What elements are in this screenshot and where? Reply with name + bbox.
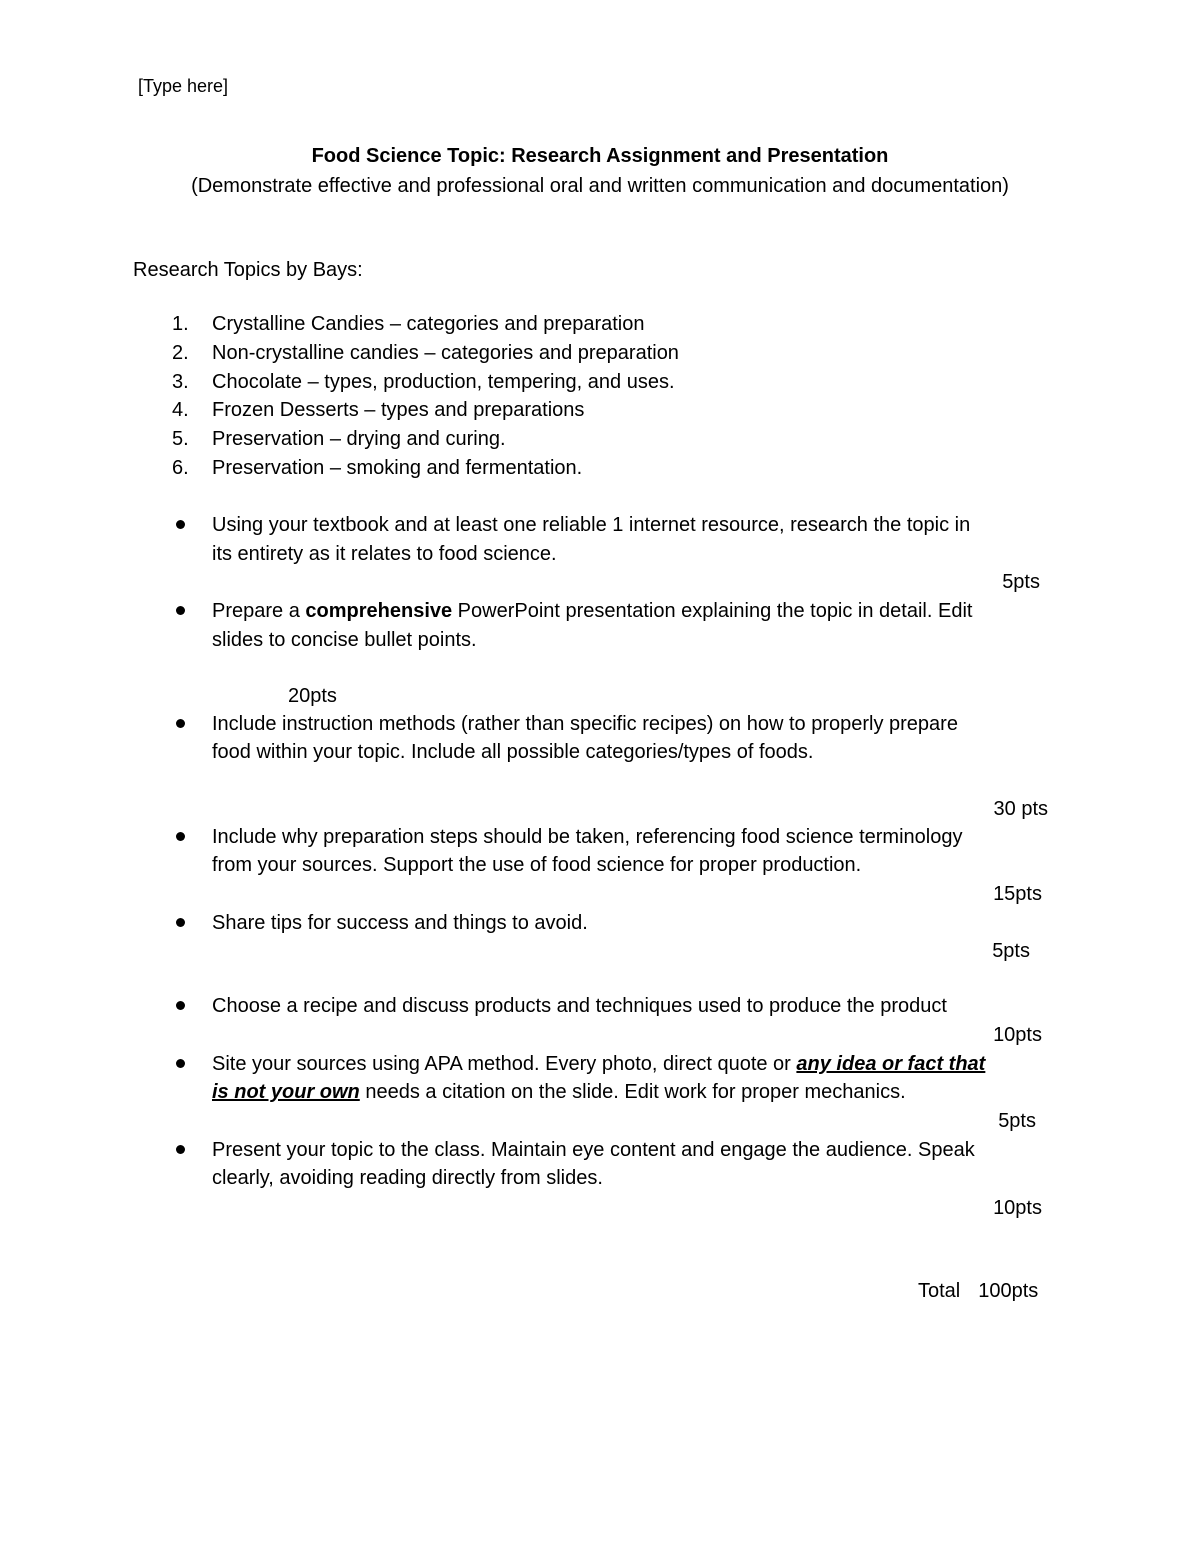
requirement-line: slides to concise bullet points. [212,629,477,651]
topic-number: 4. [172,399,189,421]
emphasis-text: any idea or fact that [796,1053,986,1075]
header-placeholder: [Type here] [138,76,229,96]
requirement-points: 5pts [998,1110,1036,1132]
topic-item: Preservation – drying and curing. [212,428,506,450]
requirement-line: Include instruction methods (rather than specific recipes) on how to properly prepare [212,713,958,735]
bullet-icon [176,832,185,841]
bullet-icon [176,918,185,927]
topic-number: 5. [172,428,189,450]
requirement-line: Using your textbook and at least one reliable 1 internet resource, research the topic in [212,514,971,536]
document-subtitle: (Demonstrate effective and professional oral and written communication and documentation) [191,175,1009,197]
requirement-line: Choose a recipe and discuss products and techniques used to produce the product [212,995,947,1017]
bullet-icon [176,520,185,529]
requirement-points: 30 pts [993,798,1048,820]
total-value: 100pts [978,1280,1039,1302]
requirement-points: 10pts [993,1197,1042,1219]
emphasis-text: comprehensive [305,600,453,622]
topic-item: Chocolate – types, production, tempering, and uses. [212,371,675,393]
requirement-line: Prepare a comprehensive PowerPoint presentation explaining the topic in detail. Edit [212,600,973,622]
requirement-points: 20pts [288,685,337,707]
requirement-points: 10pts [993,1024,1042,1046]
requirement-points: 5pts [992,940,1030,962]
emphasis-text: is not your own [212,1081,360,1103]
requirement-line: is not your own needs a citation on the slide. Edit work for proper mechanics. [212,1081,906,1103]
topic-number: 1. [172,313,189,335]
requirement-line: Share tips for success and things to avoid. [212,912,588,934]
total-row [918,1277,1038,1305]
bullet-icon [176,606,185,615]
bullet-icon [176,1059,185,1068]
topic-number: 3. [172,371,189,393]
topic-number: 2. [172,342,189,364]
requirement-line: Site your sources using APA method. Every photo, direct quote or any idea or fact that [212,1053,986,1075]
bullet-icon [176,719,185,728]
requirement-line: from your sources. Support the use of food science for proper production. [212,854,862,876]
requirement-points: 5pts [1002,571,1040,593]
topics-heading: Research Topics by Bays: [133,259,363,281]
requirement-line: food within your topic. Include all possible categories/types of foods. [212,741,814,763]
topic-item: Crystalline Candies – categories and preparation [212,313,645,335]
total-label: Total [918,1280,961,1302]
topic-item: Frozen Desserts – types and preparations [212,399,585,421]
requirement-line: Present your topic to the class. Maintain eye content and engage the audience. Speak [212,1139,975,1161]
topic-item: Preservation – smoking and fermentation. [212,457,583,479]
bullet-icon [176,1001,185,1010]
topic-item: Non-crystalline candies – categories and preparation [212,342,679,364]
bullet-icon [176,1145,185,1154]
document-title: Food Science Topic: Research Assignment and Presentation [311,145,889,167]
topic-number: 6. [172,457,189,479]
requirement-line: its entirety as it relates to food science. [212,543,557,565]
requirement-points: 15pts [993,883,1042,905]
requirement-line: Include why preparation steps should be taken, referencing food science terminology [212,826,963,848]
requirement-line: clearly, avoiding reading directly from slides. [212,1167,603,1189]
